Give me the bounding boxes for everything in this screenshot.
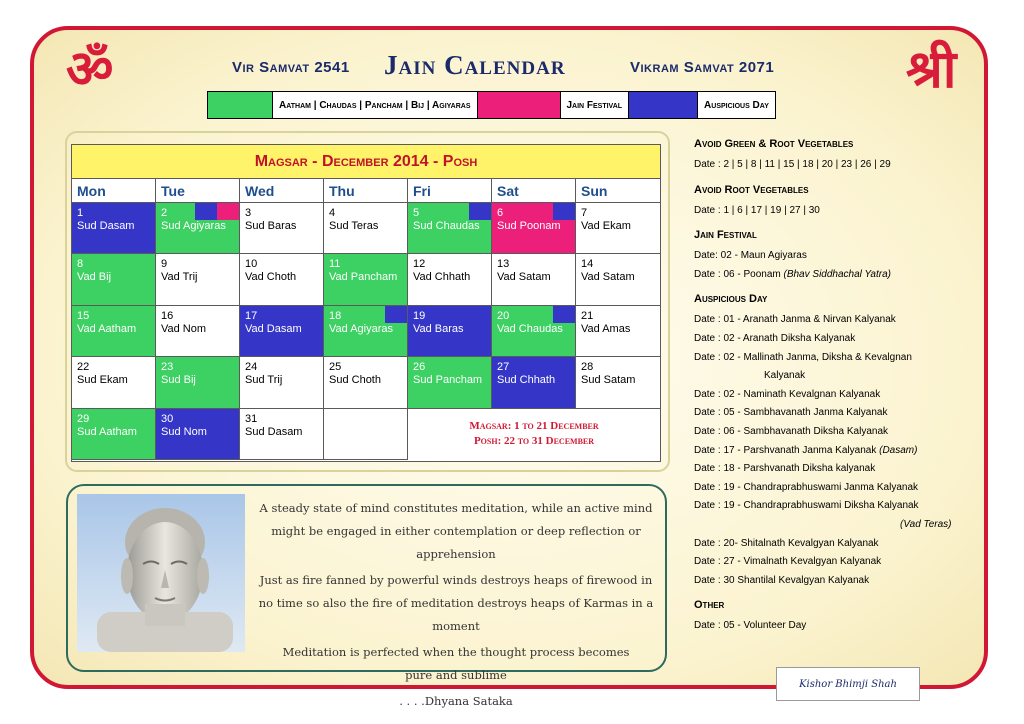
day-cell (156, 306, 240, 357)
weekday-label: Tue (156, 179, 240, 202)
color-legend (207, 91, 776, 119)
day-cell (408, 203, 492, 254)
day-marker (553, 306, 575, 323)
calendar-grid (72, 203, 660, 460)
quote-text (258, 497, 654, 716)
day-marker (195, 203, 217, 220)
day-number: 5 (413, 207, 420, 219)
day-number: 1 (77, 207, 84, 219)
auspicious-item: Date : 30 Shantilal Kevalgyan Kalyanak (694, 574, 870, 586)
other-title: Other (694, 599, 725, 612)
day-number: 18 (329, 309, 342, 322)
quote-attribution: . . . .Dhyana Sataka (399, 694, 513, 708)
tithi-name: Sud Baras (245, 220, 297, 232)
day-number: 27 (497, 361, 510, 374)
day-number: 7 (581, 207, 588, 219)
day-cell (324, 306, 408, 357)
weekday-label: Sat (492, 179, 576, 202)
day-number: 4 (329, 207, 336, 219)
quote-paragraph-2: Just as fire fanned by powerful winds destroys heaps of firewood in no time so also the fire of meditation destroys heaps of Karmas in a moment (258, 573, 654, 633)
page-title: Jain Calendar (384, 50, 566, 80)
tithi-name: Sud Satam (581, 374, 636, 387)
tithi-name: Vad Nom (161, 322, 207, 335)
auspicious-item: Date : 02 - Naminath Kevalgnan Kalyanak (694, 388, 881, 400)
vir-samvat: Vir Samvat 2541 (232, 59, 350, 76)
auspicious-item-note: (Dasam) (879, 444, 918, 456)
day-number: 14 (581, 258, 594, 271)
tithi-name: Vad Pancham (329, 271, 398, 284)
signature-text: Kishor Bhimji Shah (799, 678, 897, 690)
day-number: 16 (161, 309, 174, 322)
tithi-name: Vad Trij (161, 271, 198, 284)
legend-label-green: Aatham | Chaudas | Pancham | Bij | Agiyaras (273, 92, 478, 118)
day-cell (240, 254, 324, 305)
auspicious-item (694, 442, 984, 461)
day-cell (576, 306, 660, 357)
quote-paragraph-3a: Meditation is perfected when the thought process becomes (282, 645, 630, 659)
day-number: 25 (329, 361, 342, 374)
tithi-name: Vad Choth (245, 271, 297, 284)
tithi-name: Sud Ekam (77, 374, 128, 387)
day-cell (408, 254, 492, 305)
legend-label-pink: Jain Festival (561, 92, 630, 118)
shri-symbol-right: श्री (906, 39, 957, 100)
tithi-name: Sud Chaudas (413, 220, 480, 232)
tithi-name: Vad Satam (497, 271, 551, 284)
calendar-table (71, 144, 661, 462)
tithi-name: Vad Amas (581, 322, 631, 335)
day-number: 26 (413, 361, 426, 374)
legend-swatch-blue (629, 92, 698, 118)
festival-item: Date: 02 - Maun Agiyaras (694, 250, 807, 262)
auspicious-item: Date : 06 - Sambhavanath Diksha Kalyanak (694, 425, 888, 437)
day-cell (324, 357, 408, 408)
tithi-name: Vad Agiyaras (329, 322, 394, 335)
day-number: 13 (497, 258, 510, 271)
day-marker (553, 203, 575, 220)
day-marker (469, 203, 491, 220)
tithi-name: Sud Chhath (497, 374, 556, 387)
sidebar-notes (694, 138, 984, 645)
day-number: 6 (497, 207, 504, 219)
day-cell (576, 357, 660, 408)
auspicious-item-note: (Vad Teras) (900, 518, 952, 530)
festival-item-text: Date : 06 - Poonam (694, 268, 781, 280)
day-number: 21 (581, 309, 594, 322)
day-number: 10 (245, 258, 258, 271)
auspicious-item: Date : 05 - Sambhavanath Janma Kalyanak (694, 407, 888, 419)
day-cell (492, 306, 576, 357)
day-cell (72, 203, 156, 254)
tithi-name: Sud Bij (161, 374, 196, 387)
day-cell (240, 409, 324, 460)
quote-paragraph-1: A steady state of mind constitutes meditation, while an active mind might be engaged in either contemplation or deep reflection or apprehension (259, 501, 653, 561)
quote-paragraph-3b: pure and sublime (405, 668, 507, 682)
auspicious-item: Date : 27 - Vimalnath Kevalgyan Kalyanak (694, 556, 882, 568)
tithi-name: Sud Dasam (245, 425, 303, 438)
tithi-name: Sud Aatham (77, 425, 137, 438)
day-number: 15 (77, 309, 90, 322)
legend-label-blue: Auspicious Day (704, 99, 769, 111)
day-cell (492, 357, 576, 408)
tithi-name: Sud Dasam (77, 220, 135, 232)
festival-title: Jain Festival (694, 229, 757, 242)
day-number: 19 (413, 309, 426, 322)
avoid-root-title: Avoid Root Vegetables (694, 183, 809, 196)
tithi-name: Vad Satam (581, 271, 635, 284)
day-cell (324, 409, 408, 460)
auspicious-item-text: Date : 17 - Parshvanath Janma Kalyanak (694, 444, 877, 456)
day-number: 23 (161, 361, 174, 374)
weekday-label: Mon (72, 179, 156, 202)
day-number: 11 (329, 258, 341, 271)
tithi-name: Vad Chhath (413, 271, 471, 284)
day-cell (240, 357, 324, 408)
festival-item-note: (Bhav Siddhachal Yatra) (783, 268, 891, 280)
tithi-name: Sud Teras (329, 220, 379, 232)
tithi-name: Vad Dasam (245, 322, 302, 335)
day-number: 8 (77, 258, 84, 271)
day-cell (240, 203, 324, 254)
avoid-root-dates: Date : 1 | 6 | 17 | 19 | 27 | 30 (694, 204, 820, 216)
day-cell (408, 357, 492, 408)
signature-box (776, 667, 920, 701)
avoid-green-title: Avoid Green & Root Vegetables (694, 138, 854, 150)
tithi-name: Vad Bij (77, 271, 112, 284)
tithi-name: Vad Ekam (581, 220, 631, 232)
legend-swatch-pink (478, 92, 561, 118)
day-cell (72, 254, 156, 305)
tithi-name: Sud Choth (329, 374, 381, 387)
day-cell (156, 409, 240, 460)
day-cell (156, 203, 240, 254)
weekday-label: Sun (581, 183, 608, 199)
statue-image (77, 494, 245, 652)
day-cell (492, 203, 576, 254)
day-number: 30 (161, 412, 174, 425)
day-number: 17 (245, 309, 258, 322)
weekday-header (72, 179, 660, 203)
tithi-name: Sud Trij (245, 374, 283, 387)
day-cell (408, 306, 492, 357)
tithi-name: Sud Nom (161, 425, 207, 438)
weekday-label: Thu (324, 179, 408, 202)
auspicious-item: Date : 19 - Chandraprabhuswami Janma Kalyanak (694, 481, 919, 493)
day-cell (576, 254, 660, 305)
calendar-title: Magsar - December 2014 - Posh (72, 145, 660, 179)
auspicious-item: Kalyanak (764, 370, 806, 382)
om-symbol-left: ॐ (66, 39, 114, 100)
tithi-name: Sud Pancham (413, 374, 483, 387)
day-cell (324, 203, 408, 254)
day-number: 12 (413, 258, 426, 271)
day-number: 22 (77, 361, 90, 374)
day-marker (385, 306, 407, 323)
magsar-range: Magsar: 1 to 21 December (469, 419, 599, 432)
day-cell (156, 254, 240, 305)
tithi-name: Sud Poonam (497, 220, 561, 232)
day-number: 31 (245, 412, 258, 425)
vikram-samvat: Vikram Samvat 2071 (630, 59, 775, 76)
day-cell (72, 409, 156, 460)
day-cell (492, 254, 576, 305)
auspicious-item: Date : 02 - Mallinath Janma, Diksha & Kevalgnan (694, 351, 912, 363)
month-range-note (408, 409, 660, 460)
day-cell (156, 357, 240, 408)
day-number: 20 (497, 309, 510, 322)
legend-swatch-green (208, 92, 273, 118)
day-cell (72, 357, 156, 408)
avoid-green-dates: Date : 2 | 5 | 8 | 11 | 15 | 18 | 20 | 23 | 26 | 29 (694, 159, 891, 170)
auspicious-item: Date : 01 - Aranath Janma & Nirvan Kalyanak (694, 314, 896, 326)
weekday-label: Wed (240, 179, 324, 202)
auspicious-item: Date : 20- Shitalnath Kevalgyan Kalyanak (694, 537, 879, 549)
day-cell (240, 306, 324, 357)
day-cell (72, 306, 156, 357)
auspicious-item: Date : 18 - Parshvanath Diksha kalyanak (694, 463, 876, 475)
day-number: 28 (581, 361, 594, 374)
tithi-name: Sud Agiyaras (161, 220, 226, 232)
day-marker (217, 203, 239, 220)
auspicious-item: Date : 19 - Chandraprabhuswami Diksha Kalyanak (694, 500, 919, 512)
day-number: 9 (161, 258, 168, 271)
posh-range: Posh: 22 to 31 December (473, 434, 595, 447)
day-number: 29 (77, 412, 90, 425)
auspicious-title: Auspicious Day (694, 293, 768, 306)
tithi-name: Vad Aatham (77, 322, 137, 335)
tithi-name: Vad Baras (413, 322, 464, 335)
day-number: 24 (245, 361, 258, 374)
tithi-name: Vad Chaudas (497, 322, 563, 335)
day-number: 3 (245, 207, 252, 219)
other-item: Date : 05 - Volunteer Day (694, 620, 807, 632)
day-cell (576, 203, 660, 254)
weekday-label: Fri (408, 179, 492, 202)
festival-item (694, 266, 984, 285)
day-cell (324, 254, 408, 305)
day-number: 2 (161, 207, 168, 219)
auspicious-item: Date : 02 - Aranath Diksha Kalyanak (694, 332, 856, 344)
